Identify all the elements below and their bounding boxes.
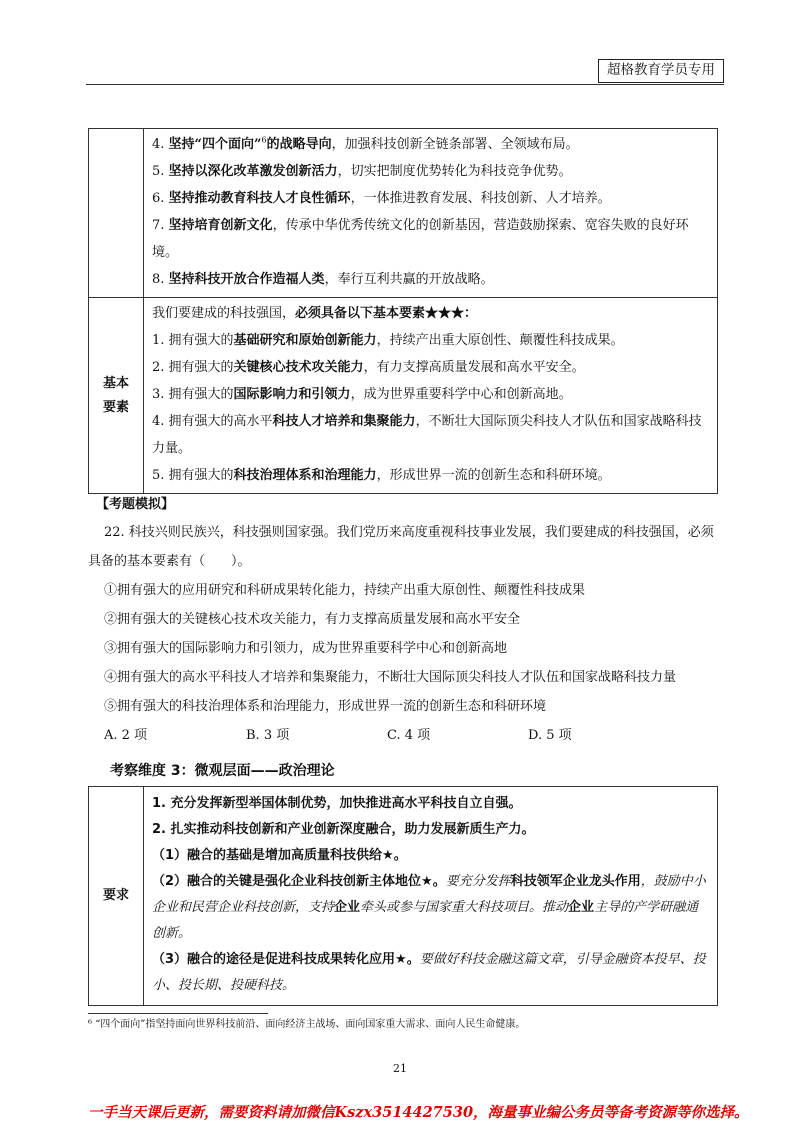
question-item-3: ③拥有强大的国际影响力和引领力，成为世界重要科学中心和创新高地 [104,641,508,656]
basic-intro: 我们要建成的科技强国，必须具备以下基本要素★★★： [152,306,478,321]
question-item-5: ⑤拥有强大的科技治理体系和治理能力，形成世界一流的创新生态和科研环境 [104,699,547,714]
option-b[interactable]: B. 3 项 [246,728,290,743]
header-badge: 超格教育学员专用 [598,59,724,83]
basic-elements-label: 基本 要素 [89,298,144,494]
section-tag: 【考题模拟】 [96,497,175,512]
principle-item-4: 4. 坚持“四个面向”$^6$的战略导向，加强科技创新全链条部署、全领域布局。 [152,135,579,152]
header-rule [86,84,724,85]
principles-table [88,128,718,494]
requirement-line-4: （2）融合的关键是强化企业科技创新主体地位★。要充分发挥科技领军企业龙头作用，鼓励中小企业和民营企业科技创新，支持企业牵头或参与国家重大科技项目。推动企业主导的产学研融通创新。 [152,874,706,941]
principles-label-cell [89,129,144,298]
requirement-line-1: 1. 充分发挥新型举国体制优势，加快推进高水平科技自立自强。 [152,796,522,811]
question-item-4: ④拥有强大的高水平科技人才培养和集聚能力，不断壮大国际顶尖科技人才队伍和国家战略科技力量 [104,670,677,685]
question-item-2: ②拥有强大的关键核心技术攻关能力，有力支撑高质量发展和高水平安全 [104,612,521,627]
footnote-rule [88,1013,268,1014]
basic-item-4: 4. 拥有强大的高水平科技人才培养和集聚能力，不断壮大国际顶尖科技人才队伍和国家战略科技力量。 [152,414,702,456]
principles-content [144,129,718,298]
option-d[interactable]: D. 5 项 [528,728,572,743]
basic-elements-content [144,298,718,494]
requirement-line-5: （3）融合的途径是促进科技成果转化应用★。要做好科技金融这篇文章，引导金融资本投早、投小、投长期、投硬科技。 [152,952,706,993]
requirements-label: 要求 [89,787,144,1006]
requirement-line-3: （1）融合的基础是增加高质量科技供给★。 [152,848,407,863]
question-block [88,518,722,721]
option-a[interactable]: A. 2 项 [104,728,148,743]
requirements-table [88,786,718,1006]
page-number: 21 [393,1062,407,1075]
requirement-line-2: 2. 扎实推动科技创新和产业创新深度融合，助力发展新质生产力。 [152,822,535,837]
footnote: ⁶ “四个面向”指坚持面向世界科技前沿、面向经济主战场、面向国家重大需求、面向人民生命健康。 [88,1019,526,1030]
basic-item-5: 5. 拥有强大的科技治理体系和治理能力，形成世界一流的创新生态和科研环境。 [152,468,611,483]
principle-item-6: 6. 坚持推动教育科技人才良性循环，一体推进教育发展、科技创新、人才培养。 [152,191,611,206]
basic-item-2: 2. 拥有强大的关键核心技术攻关能力，有力支撑高质量发展和高水平安全。 [152,360,585,375]
promo-banner: 一手当天课后更新，需要资料请加微信Kszx3514427530，海量事业编公务员等备考资源等你选择。 [88,1104,749,1121]
question-stem: 22. 科技兴则民族兴，科技强则国家强。我们党历来高度重视科技事业发展，我们要建成的科技强国，必须具备的基本要素有（ ）。 [88,525,714,569]
principle-item-7: 7. 坚持培育创新文化，传承中华优秀传统文化的创新基因，营造鼓励探索、宽容失败的良好环境。 [152,218,689,260]
principle-item-8: 8. 坚持科技开放合作造福人类，奉行互利共赢的开放战略。 [152,272,494,287]
dimension-title: 考察维度 3：微观层面——政治理论 [110,763,335,779]
requirements-content [144,787,718,1006]
basic-item-1: 1. 拥有强大的基础研究和原始创新能力，持续产出重大原创性、颠覆性科技成果。 [152,333,624,348]
basic-item-3: 3. 拥有强大的国际影响力和引领力，成为世界重要科学中心和创新高地。 [152,387,572,402]
principle-item-5: 5. 坚持以深化改革激发创新活力，切实把制度优势转化为科技竞争优势。 [152,164,572,179]
question-item-1: ①拥有强大的应用研究和科研成果转化能力，持续产出重大原创性、颠覆性科技成果 [104,583,586,598]
option-c[interactable]: C. 4 项 [387,728,431,743]
